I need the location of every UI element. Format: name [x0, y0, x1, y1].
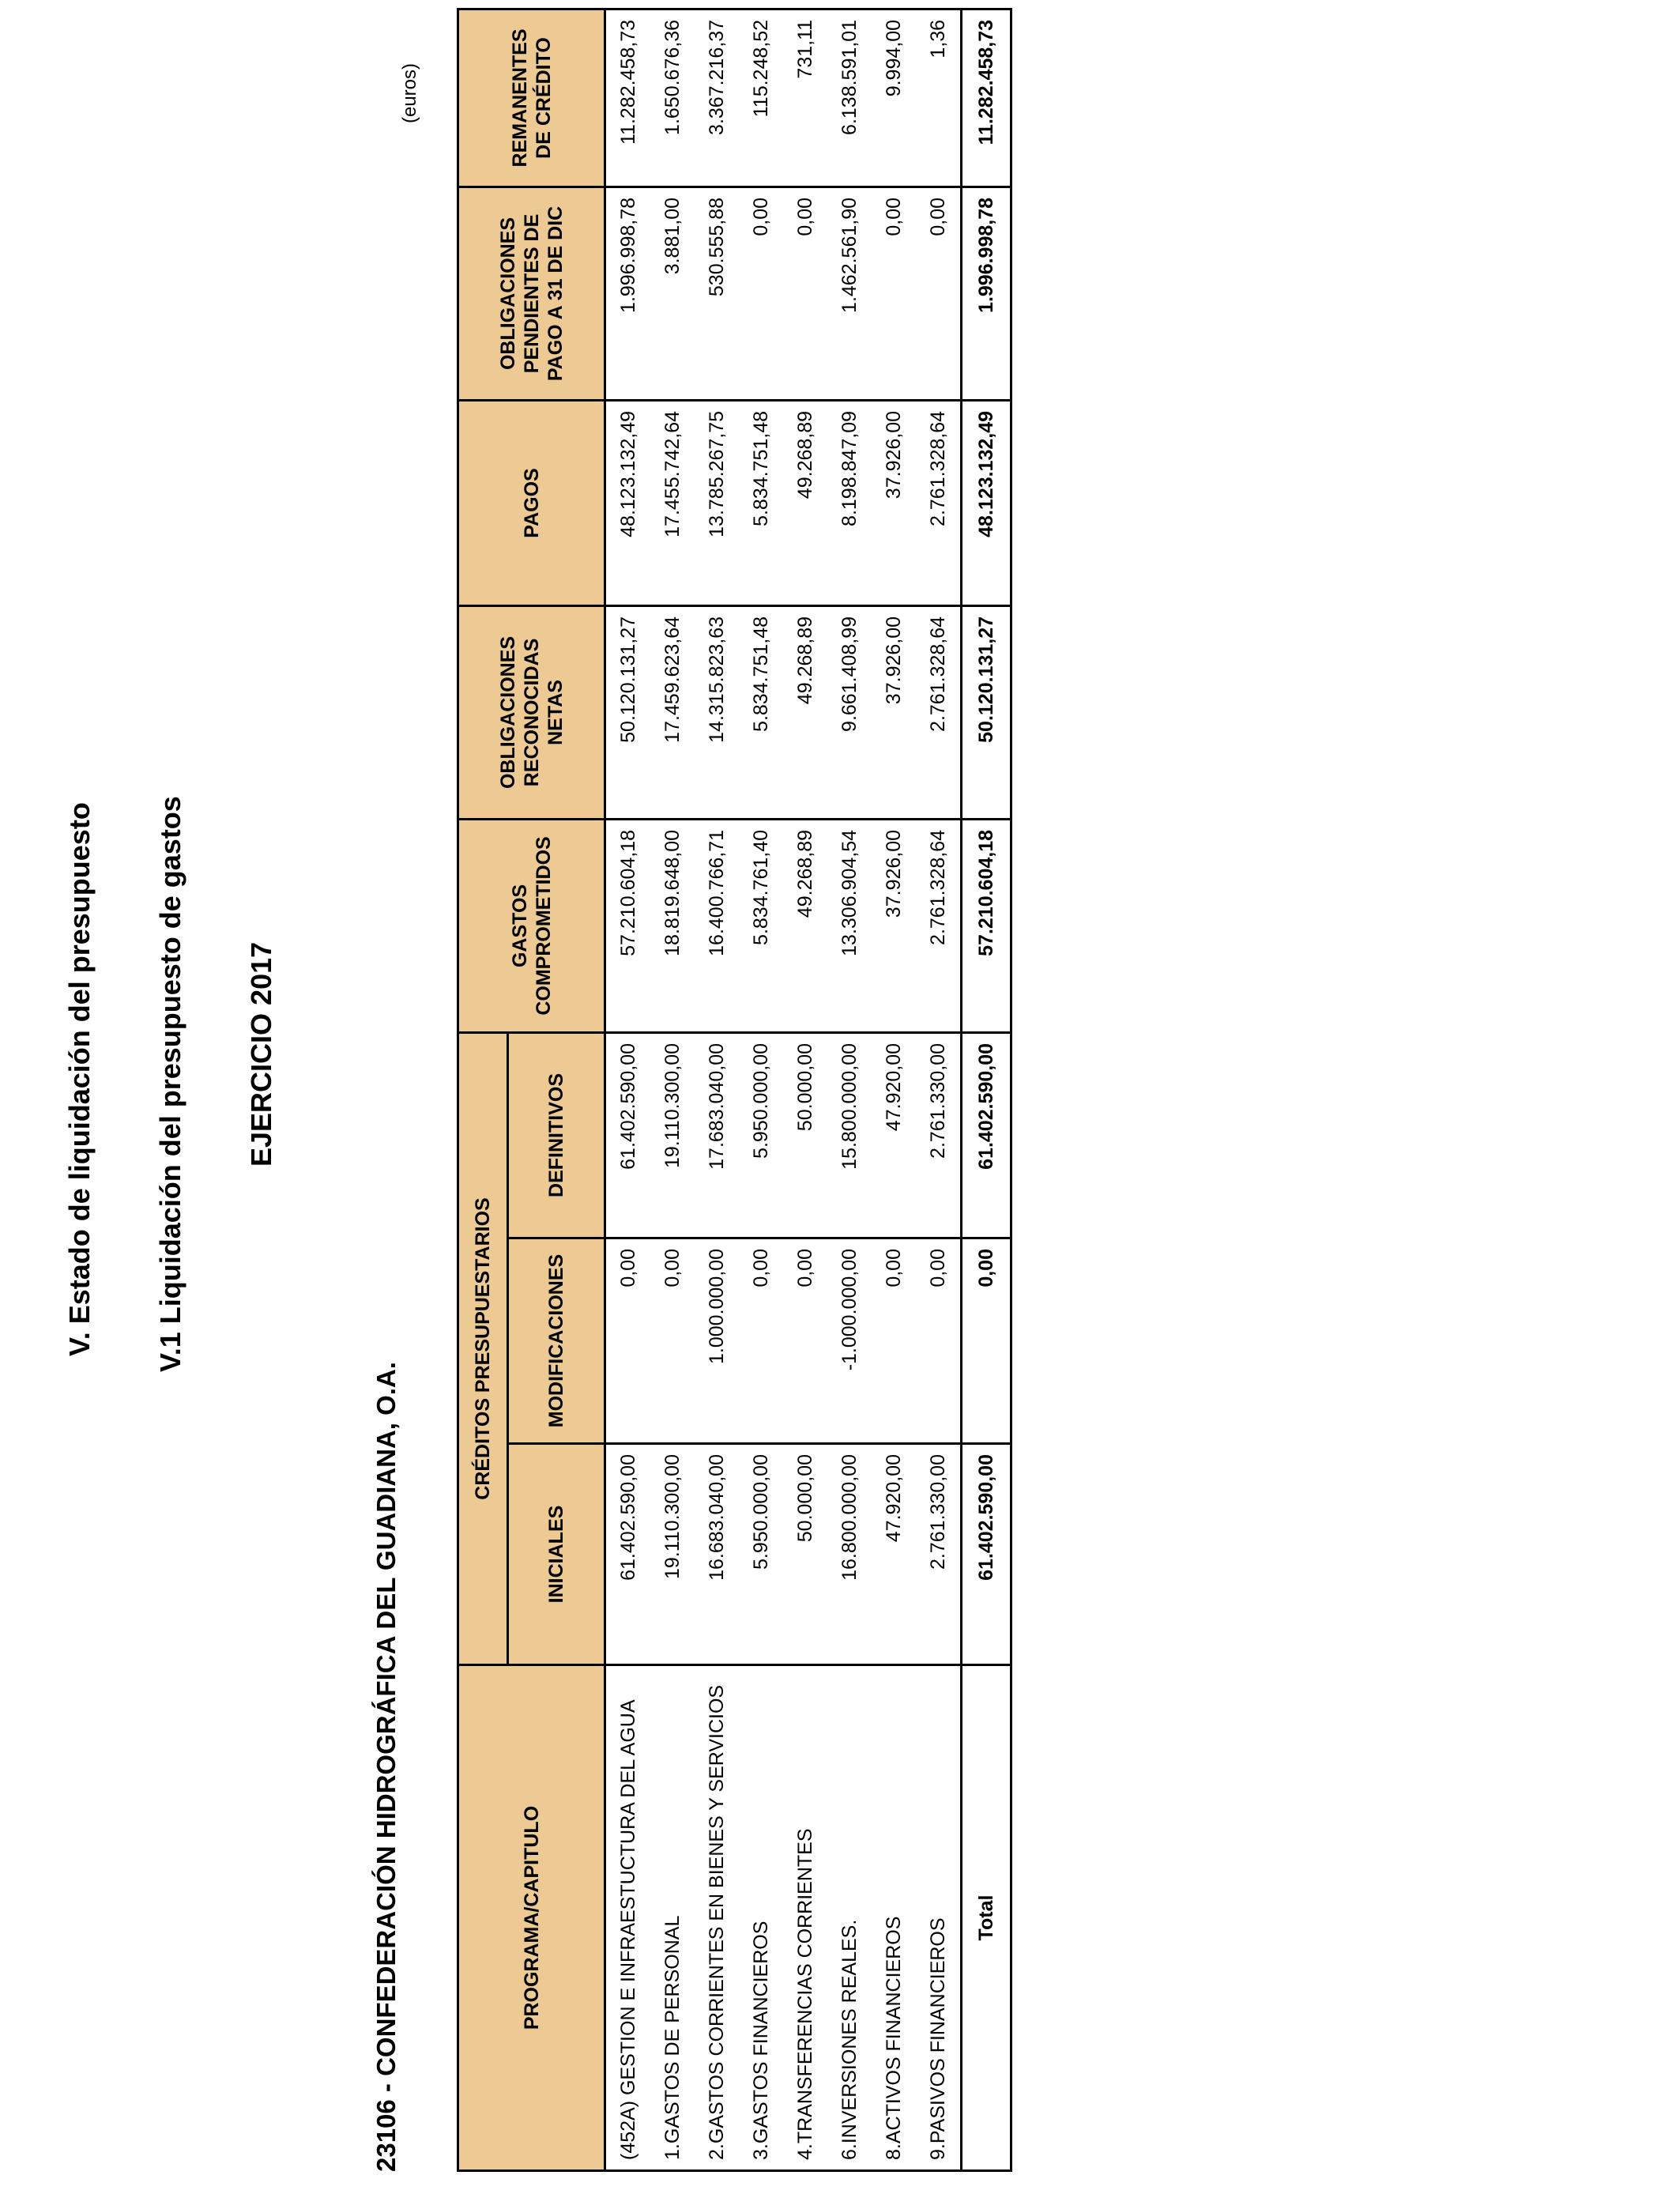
header-creditos-group: CRÉDITOS PRESUPUESTARIOS [458, 1032, 508, 1664]
header-pendientes: OBLIGACIONES PENDIENTES DE PAGO A 31 DE DIC [458, 187, 605, 400]
cell-definitivos: 19.110.300,00 [650, 1032, 695, 1238]
cell-gastos: 18.819.648,00 [650, 819, 695, 1032]
row-label: 4.TRANSFERENCIAS CORRIENTES [783, 1665, 827, 2171]
cell-definitivos: 2.761.330,00 [916, 1032, 962, 1238]
cell-pagos: 17.455.742,64 [650, 400, 695, 605]
cell-modificaciones: 1.000.000,00 [695, 1238, 739, 1444]
cell-obligaciones: 49.268,89 [783, 605, 827, 819]
header-definitivos: DEFINITIVOS [508, 1032, 605, 1238]
cell-iniciales: 5.950.000,00 [739, 1444, 783, 1665]
header-iniciales: INICIALES [508, 1444, 605, 1665]
fiscal-year: EJERCICIO 2017 [245, 941, 277, 1167]
cell-obligaciones: 2.761.328,64 [916, 605, 962, 819]
cell-gastos: 5.834.761,40 [739, 819, 783, 1032]
cell-iniciales: 50.000,00 [783, 1444, 827, 1665]
total-pendientes: 1.996.998,78 [962, 187, 1011, 400]
cell-pendientes: 530.555,88 [695, 187, 739, 400]
cell-pendientes: 3.881,00 [650, 187, 695, 400]
cell-pendientes: 0,00 [916, 187, 962, 400]
cell-obligaciones: 37.926,00 [872, 605, 916, 819]
header-modificaciones: MODIFICACIONES [508, 1238, 605, 1444]
total-pagos: 48.123.132,49 [962, 400, 1011, 605]
document-subtitle: V.1 Liquidación del presupuesto de gastos [154, 796, 186, 1372]
cell-gastos: 49.268,89 [783, 819, 827, 1032]
row-label: 8.ACTIVOS FINANCIEROS [872, 1665, 916, 2171]
cell-iniciales: 47.920,00 [872, 1444, 916, 1665]
cell-pagos: 5.834.751,48 [739, 400, 783, 605]
cell-modificaciones: 0,00 [739, 1238, 783, 1444]
cell-definitivos: 61.402.590,00 [605, 1032, 651, 1238]
cell-pagos: 13.785.267,75 [695, 400, 739, 605]
total-iniciales: 61.402.590,00 [962, 1444, 1011, 1665]
cell-modificaciones: 0,00 [872, 1238, 916, 1444]
cell-obligaciones: 50.120.131,27 [605, 605, 651, 819]
table-row [695, 9, 739, 2170]
cell-gastos: 2.761.328,64 [916, 819, 962, 1032]
cell-remanentes: 1,36 [916, 9, 962, 187]
cell-obligaciones: 9.661.408,99 [827, 605, 872, 819]
cell-modificaciones: 0,00 [605, 1238, 651, 1444]
cell-gastos: 57.210.604,18 [605, 819, 651, 1032]
cell-pendientes: 0,00 [739, 187, 783, 400]
cell-modificaciones: 0,00 [650, 1238, 695, 1444]
table-row [827, 9, 872, 2170]
cell-remanentes: 11.282.458,73 [605, 9, 651, 187]
row-label: 2.GASTOS CORRIENTES EN BIENES Y SERVICIOS [695, 1665, 739, 2171]
cell-gastos: 16.400.766,71 [695, 819, 739, 1032]
total-remanentes: 11.282.458,73 [962, 9, 1011, 187]
cell-definitivos: 47.920,00 [872, 1032, 916, 1238]
cell-definitivos: 5.950.000,00 [739, 1032, 783, 1238]
row-label: 1.GASTOS DE PERSONAL [650, 1665, 695, 2171]
cell-remanentes: 6.138.591,01 [827, 9, 872, 187]
cell-obligaciones: 17.459.623,64 [650, 605, 695, 819]
cell-gastos: 13.306.904,54 [827, 819, 872, 1032]
cell-remanentes: 1.650.676,36 [650, 9, 695, 187]
table-row [605, 9, 651, 2170]
cell-remanentes: 3.367.216,37 [695, 9, 739, 187]
header-obligaciones: OBLIGACIONES RECONOCIDAS NETAS [458, 605, 605, 819]
table-row [650, 9, 695, 2170]
document-title: V. Estado de liquidación del presupuesto [63, 802, 96, 1356]
cell-pendientes: 1.996.998,78 [605, 187, 651, 400]
cell-modificaciones: 0,00 [783, 1238, 827, 1444]
cell-iniciales: 16.800.000,00 [827, 1444, 872, 1665]
total-label: Total [962, 1665, 1011, 2171]
cell-pendientes: 0,00 [872, 187, 916, 400]
table-row [739, 9, 783, 2170]
cell-definitivos: 50.000,00 [783, 1032, 827, 1238]
cell-iniciales: 19.110.300,00 [650, 1444, 695, 1665]
cell-definitivos: 17.683.040,00 [695, 1032, 739, 1238]
header-remanentes: REMANENTES DE CRÉDITO [458, 9, 605, 187]
header-gastos: GASTOS COMPROMETIDOS [458, 819, 605, 1032]
cell-gastos: 37.926,00 [872, 819, 916, 1032]
cell-modificaciones: -1.000.000,00 [827, 1238, 872, 1444]
unit-label: (euros) [399, 62, 420, 123]
cell-pagos: 48.123.132,49 [605, 400, 651, 605]
row-label: 9.PASIVOS FINANCIEROS [916, 1665, 962, 2171]
total-modificaciones: 0,00 [962, 1238, 1011, 1444]
cell-pagos: 8.198.847,09 [827, 400, 872, 605]
table-row [916, 9, 962, 2170]
cell-remanentes: 731,11 [783, 9, 827, 187]
total-obligaciones: 50.120.131,27 [962, 605, 1011, 819]
total-gastos: 57.210.604,18 [962, 819, 1011, 1032]
cell-modificaciones: 0,00 [916, 1238, 962, 1444]
total-definitivos: 61.402.590,00 [962, 1032, 1011, 1238]
cell-pendientes: 1.462.561,90 [827, 187, 872, 400]
row-label: 3.GASTOS FINANCIEROS [739, 1665, 783, 2171]
header-pagos: PAGOS [458, 400, 605, 605]
cell-pagos: 49.268,89 [783, 400, 827, 605]
cell-pagos: 2.761.328,64 [916, 400, 962, 605]
total-row [962, 9, 1011, 2170]
cell-pagos: 37.926,00 [872, 400, 916, 605]
entity-name: 23106 - CONFEDERACIÓN HIDROGRÁFICA DEL GUADIANA, O.A. [371, 1362, 401, 2172]
cell-obligaciones: 5.834.751,48 [739, 605, 783, 819]
cell-pendientes: 0,00 [783, 187, 827, 400]
cell-definitivos: 15.800.000,00 [827, 1032, 872, 1238]
cell-remanentes: 115.248,52 [739, 9, 783, 187]
cell-remanentes: 9.994,00 [872, 9, 916, 187]
budget-table [457, 8, 1012, 2172]
cell-iniciales: 2.761.330,00 [916, 1444, 962, 1665]
row-label: (452A) GESTION E INFRAESTUCTURA DEL AGUA [605, 1665, 651, 2171]
header-programa: PROGRAMA/CAPITULO [458, 1665, 605, 2171]
cell-iniciales: 61.402.590,00 [605, 1444, 651, 1665]
cell-iniciales: 16.683.040,00 [695, 1444, 739, 1665]
row-label: 6.INVERSIONES REALES. [827, 1665, 872, 2171]
table-row [783, 9, 827, 2170]
table-row [872, 9, 916, 2170]
cell-obligaciones: 14.315.823,63 [695, 605, 739, 819]
